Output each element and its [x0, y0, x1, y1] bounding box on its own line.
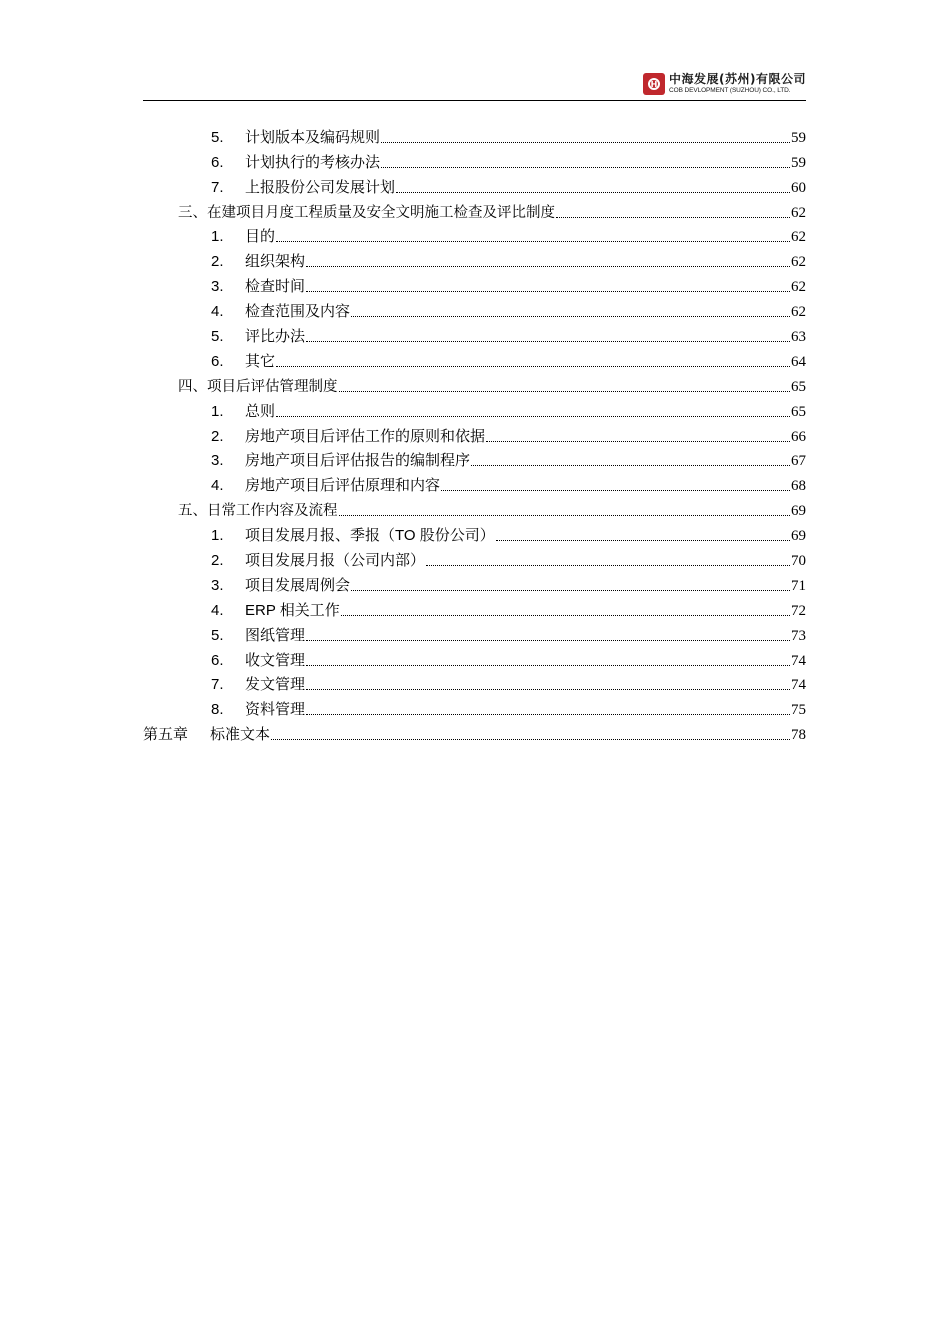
toc-entry-title: 四、项目后评估管理制度	[178, 378, 338, 395]
toc-entry-text	[178, 201, 555, 225]
toc-entry-title: 项目发展周例会	[245, 576, 351, 594]
toc-entry-title: 组织架构	[245, 253, 306, 271]
toc-entry[interactable]	[143, 225, 806, 250]
toc-entry[interactable]	[143, 673, 806, 698]
toc-page-number: 62	[791, 304, 806, 321]
toc-entry-title: 五、日常工作内容及流程	[178, 503, 338, 520]
toc-page-number: 78	[791, 727, 806, 744]
toc-page-number: 59	[791, 154, 806, 171]
toc-dot-leader	[471, 465, 790, 466]
toc-dot-leader	[339, 515, 791, 516]
toc-entry-title: 评比办法	[245, 328, 306, 346]
company-name-en: COB DEVLOPMENT (SUZHOU) CO., LTD.	[669, 87, 791, 95]
toc-entry-title: 房地产项目后评估工作的原则和依据	[245, 427, 486, 445]
toc-entry-title: ERP 相关工作	[245, 601, 340, 619]
toc-entry-title: 其它	[245, 352, 276, 370]
toc-page-number: 63	[791, 329, 806, 346]
toc-page-number: 64	[791, 353, 806, 370]
header-rule	[143, 100, 806, 101]
toc-entry-title: 项目发展月报（公司内部）	[245, 552, 426, 570]
toc-page-number: 65	[791, 403, 806, 420]
toc-entry-number: 5.	[211, 626, 224, 644]
toc-page-number: 70	[791, 553, 806, 570]
toc-entry-title: 房地产项目后评估原理和内容	[245, 477, 441, 495]
toc-entry-text	[211, 350, 275, 374]
toc-entry-number: 3.	[211, 452, 224, 470]
toc-page-number: 69	[791, 503, 806, 520]
toc-dot-leader	[441, 490, 790, 491]
toc-entry-text	[211, 176, 395, 200]
toc-entry[interactable]	[143, 449, 806, 474]
toc-entry-title: 房地产项目后评估报告的编制程序	[245, 452, 471, 470]
toc-entry[interactable]	[143, 349, 806, 374]
toc-dot-leader	[339, 391, 791, 392]
toc-entry[interactable]	[143, 722, 806, 747]
toc-page-number: 75	[791, 702, 806, 719]
toc-page-number: 62	[791, 204, 806, 221]
toc-entry-text	[211, 624, 305, 648]
toc-entry[interactable]	[143, 150, 806, 175]
toc-entry-number: 6.	[211, 651, 224, 669]
toc-entry-number: 4.	[211, 477, 224, 495]
toc-dot-leader	[276, 416, 790, 417]
toc-page-number: 59	[791, 129, 806, 146]
toc-entry-number: 5.	[211, 328, 224, 346]
toc-dot-leader	[486, 441, 790, 442]
toc-dot-leader	[306, 689, 790, 690]
toc-page-number: 65	[791, 378, 806, 395]
toc-entry[interactable]	[143, 125, 806, 150]
toc-page-number: 74	[791, 652, 806, 669]
toc-entry-text	[211, 673, 305, 697]
toc-entry-number: 8.	[211, 701, 224, 719]
toc-dot-leader	[276, 366, 790, 367]
toc-dot-leader	[306, 714, 790, 715]
toc-dot-leader	[396, 192, 790, 193]
toc-entry[interactable]	[143, 274, 806, 299]
toc-entry-number: 7.	[211, 178, 224, 196]
toc-entry-text	[211, 524, 495, 548]
toc-entry-text	[211, 425, 485, 449]
toc-entry[interactable]	[143, 374, 806, 399]
toc-entry[interactable]	[143, 498, 806, 523]
toc-dot-leader	[351, 590, 790, 591]
toc-entry-text	[211, 549, 425, 573]
toc-entry-title: 检查范围及内容	[245, 303, 351, 321]
toc-entry-title: 图纸管理	[245, 626, 306, 644]
toc-entry-number: 1.	[211, 527, 224, 545]
toc-entry-number: 6.	[211, 153, 224, 171]
toc-entry-text	[178, 375, 338, 399]
company-name-cn: 中海发展(苏州)有限公司	[669, 72, 806, 87]
toc-entry[interactable]	[143, 299, 806, 324]
toc-entry[interactable]	[143, 548, 806, 573]
toc-entry-number: 3.	[211, 278, 224, 296]
toc-dot-leader	[306, 266, 790, 267]
toc-entry-number: 6.	[211, 352, 224, 370]
toc-entry[interactable]	[143, 175, 806, 200]
toc-entry[interactable]	[143, 573, 806, 598]
table-of-contents	[143, 125, 806, 747]
toc-entry[interactable]	[143, 623, 806, 648]
toc-dot-leader	[306, 341, 790, 342]
toc-dot-leader	[271, 739, 790, 740]
cob-logo-icon: H	[643, 73, 665, 95]
toc-entry-number: 第五章	[143, 725, 189, 744]
toc-dot-leader	[341, 615, 790, 616]
toc-entry-title: 计划版本及编码规则	[245, 128, 381, 146]
toc-entry-text	[211, 325, 305, 349]
toc-entry-number: 2.	[211, 552, 224, 570]
toc-page-number: 67	[791, 453, 806, 470]
toc-page-number: 74	[791, 677, 806, 694]
toc-entry[interactable]	[143, 424, 806, 449]
toc-page-number: 69	[791, 528, 806, 545]
toc-entry[interactable]	[143, 399, 806, 424]
toc-entry-number: 7.	[211, 676, 224, 694]
toc-entry-text	[211, 151, 380, 175]
toc-entry[interactable]	[143, 523, 806, 548]
toc-entry-number: 2.	[211, 253, 224, 271]
toc-entry-number: 3.	[211, 576, 224, 594]
toc-entry[interactable]	[143, 249, 806, 274]
toc-page-number: 62	[791, 254, 806, 271]
toc-entry-number: 2.	[211, 427, 224, 445]
toc-entry-text	[211, 698, 305, 722]
toc-entry-title: 发文管理	[245, 676, 306, 694]
toc-entry-text	[211, 250, 305, 274]
toc-entry-title: 项目发展月报、季报（TO 股份公司）	[245, 527, 495, 545]
toc-dot-leader	[306, 665, 790, 666]
toc-entry-text	[211, 474, 440, 498]
toc-page-number: 72	[791, 602, 806, 619]
toc-entry[interactable]	[143, 648, 806, 673]
toc-page-number: 60	[791, 179, 806, 196]
toc-entry[interactable]	[143, 324, 806, 349]
toc-entry-title: 标准文本	[210, 725, 271, 744]
toc-page-number: 68	[791, 478, 806, 495]
toc-dot-leader	[351, 316, 790, 317]
toc-entry-text	[211, 126, 380, 150]
toc-page-number: 73	[791, 627, 806, 644]
toc-entry[interactable]	[143, 598, 806, 623]
toc-entry-title: 资料管理	[245, 701, 306, 719]
toc-entry-text	[211, 225, 275, 249]
toc-entry-number: 4.	[211, 303, 224, 321]
toc-entry-title: 上报股份公司发展计划	[245, 178, 396, 196]
toc-entry[interactable]	[143, 473, 806, 498]
toc-entry-number: 1.	[211, 402, 224, 420]
toc-entry-text	[211, 574, 350, 598]
toc-entry-text	[211, 400, 275, 424]
company-logo	[643, 69, 806, 99]
toc-entry[interactable]	[143, 200, 806, 225]
toc-entry[interactable]	[143, 697, 806, 722]
toc-dot-leader	[426, 565, 790, 566]
toc-entry-title: 收文管理	[245, 651, 306, 669]
toc-entry-number: 1.	[211, 228, 224, 246]
toc-entry-text	[178, 499, 338, 523]
toc-entry-title: 目的	[245, 228, 276, 246]
toc-entry-text	[211, 275, 305, 299]
toc-entry-text	[211, 449, 470, 473]
toc-dot-leader	[306, 291, 790, 292]
toc-entry-text	[211, 300, 350, 324]
toc-dot-leader	[306, 640, 790, 641]
toc-dot-leader	[381, 142, 790, 143]
toc-entry-text	[211, 599, 340, 623]
toc-entry-title: 三、在建项目月度工程质量及安全文明施工检查及评比制度	[178, 204, 555, 221]
toc-entry-text	[211, 649, 305, 673]
toc-dot-leader	[381, 167, 790, 168]
page-header	[143, 66, 806, 100]
toc-entry-text	[143, 723, 270, 747]
toc-dot-leader	[496, 540, 790, 541]
toc-page-number: 71	[791, 577, 806, 594]
toc-entry-title: 检查时间	[245, 278, 306, 296]
toc-page-number: 62	[791, 229, 806, 246]
toc-entry-title: 总则	[245, 402, 276, 420]
toc-entry-number: 4.	[211, 601, 224, 619]
toc-page-number: 62	[791, 279, 806, 296]
toc-entry-title: 计划执行的考核办法	[245, 153, 381, 171]
toc-entry-number: 5.	[211, 128, 224, 146]
toc-page-number: 66	[791, 428, 806, 445]
toc-dot-leader	[276, 241, 790, 242]
toc-dot-leader	[556, 217, 790, 218]
